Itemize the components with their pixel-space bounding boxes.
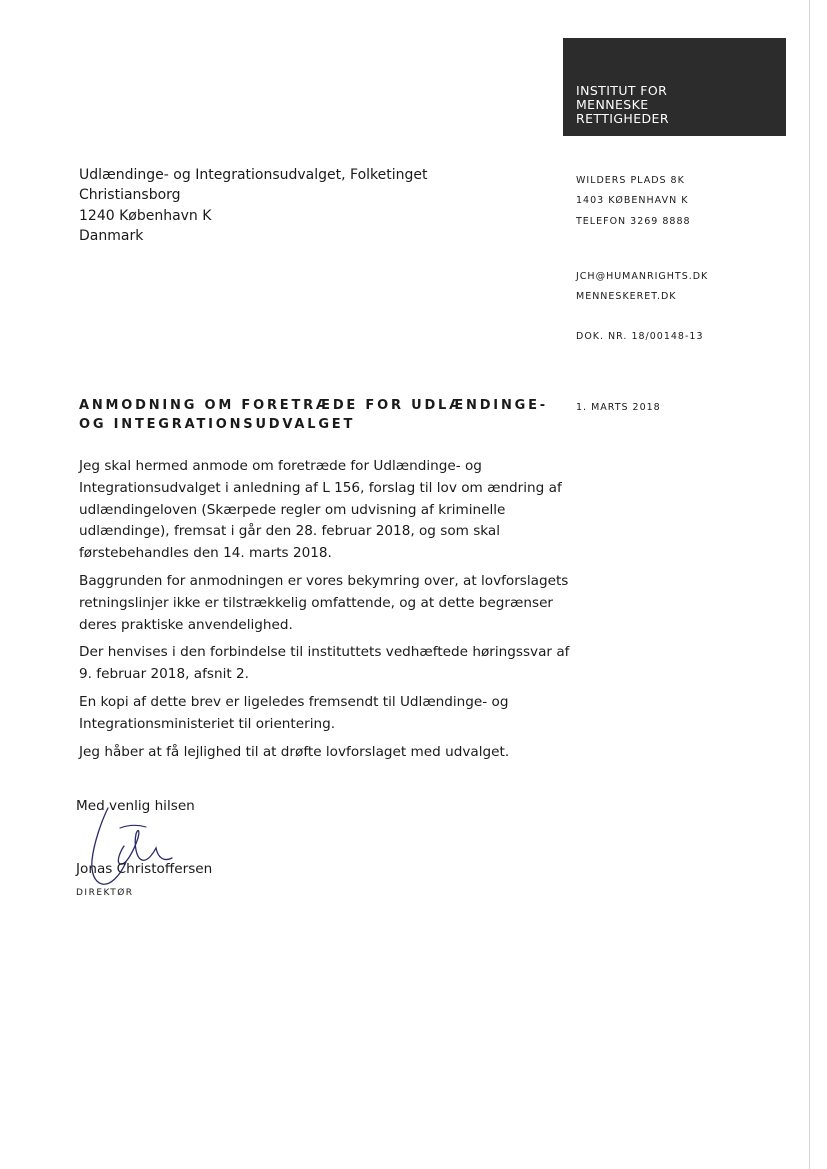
body-paragraph <box>79 642 569 686</box>
document-number: DOK. NR. 18/00148-13 <box>576 331 704 342</box>
letter-date: 1. MARTS 2018 <box>576 402 661 413</box>
sender-email: JCH@HUMANRIGHTS.DK <box>576 271 709 282</box>
page-edge <box>809 0 810 1169</box>
body-line: førstebehandles den 14. marts 2018. <box>79 545 332 562</box>
sender-phone: TELEFON 3269 8888 <box>576 215 691 227</box>
body-line: Jeg håber at få lejlighed til at drøfte lovforslaget med udvalget. <box>79 743 510 760</box>
body-line: deres praktiske anvendelighed. <box>79 616 293 633</box>
body-line: Jeg skal hermed anmode om foretræde for Udlændinge- og <box>79 458 482 474</box>
logo-line: MENNESKE <box>576 97 649 112</box>
logo-text <box>576 84 669 126</box>
body-line: retningslinjer ikke er tilstrækkelig omfattende, og at dette begrænser <box>79 594 554 611</box>
body-line: Baggrunden for anmodningen er vores bekymring over, at lovforslagets <box>79 572 569 589</box>
recipient-line: Danmark <box>79 227 144 244</box>
recipient-line: Udlændinge- og Integrationsudvalget, Folketinget <box>79 167 428 183</box>
letter-subject <box>79 396 559 434</box>
body-paragraph <box>79 571 569 636</box>
letter-body <box>79 456 569 769</box>
body-paragraph <box>79 692 569 736</box>
recipient-address <box>79 165 428 246</box>
logo-line: RETTIGHEDER <box>576 111 669 126</box>
sender-address-line: 1403 KØBENHAVN K <box>576 195 689 207</box>
body-paragraph <box>79 742 569 764</box>
recipient-line: 1240 København K <box>79 207 212 224</box>
sender-address <box>576 171 691 232</box>
body-line: Integrationsudvalget i anledning af L 156, forslag til lov om ændring af <box>79 479 562 496</box>
institute-logo <box>563 38 786 136</box>
body-line: En kopi af dette brev er ligeledes fremsendt til Udlændinge- og <box>79 693 509 710</box>
subject-line: OG INTEGRATIONSUDVALGET <box>79 417 356 432</box>
body-line: udlændingeloven (Skærpede regler om udvisning af kriminelle <box>79 501 506 518</box>
subject-line: ANMODNING OM FORETRÆDE FOR UDLÆNDINGE- <box>79 398 548 413</box>
sender-address-line: WILDERS PLADS 8K <box>576 175 685 186</box>
closing-greeting: Med venlig hilsen <box>76 798 195 814</box>
signer-name: Jonas Christoffersen <box>76 861 213 877</box>
body-paragraph <box>79 456 569 565</box>
logo-line: INSTITUT FOR <box>576 83 668 98</box>
body-line: Der henvises i den forbindelse til instituttets vedhæftede høringssvar af <box>79 644 570 661</box>
body-line: udlændinge), fremsat i går den 28. februar 2018, og som skal <box>79 523 501 540</box>
body-line: Integrationsministeriet til orientering. <box>79 715 336 732</box>
sender-website: MENNESKERET.DK <box>576 291 677 302</box>
recipient-line: Christiansborg <box>79 187 181 204</box>
body-line: 9. februar 2018, afsnit 2. <box>79 666 249 683</box>
signer-title: DIREKTØR <box>76 888 134 898</box>
sender-online <box>576 267 708 307</box>
